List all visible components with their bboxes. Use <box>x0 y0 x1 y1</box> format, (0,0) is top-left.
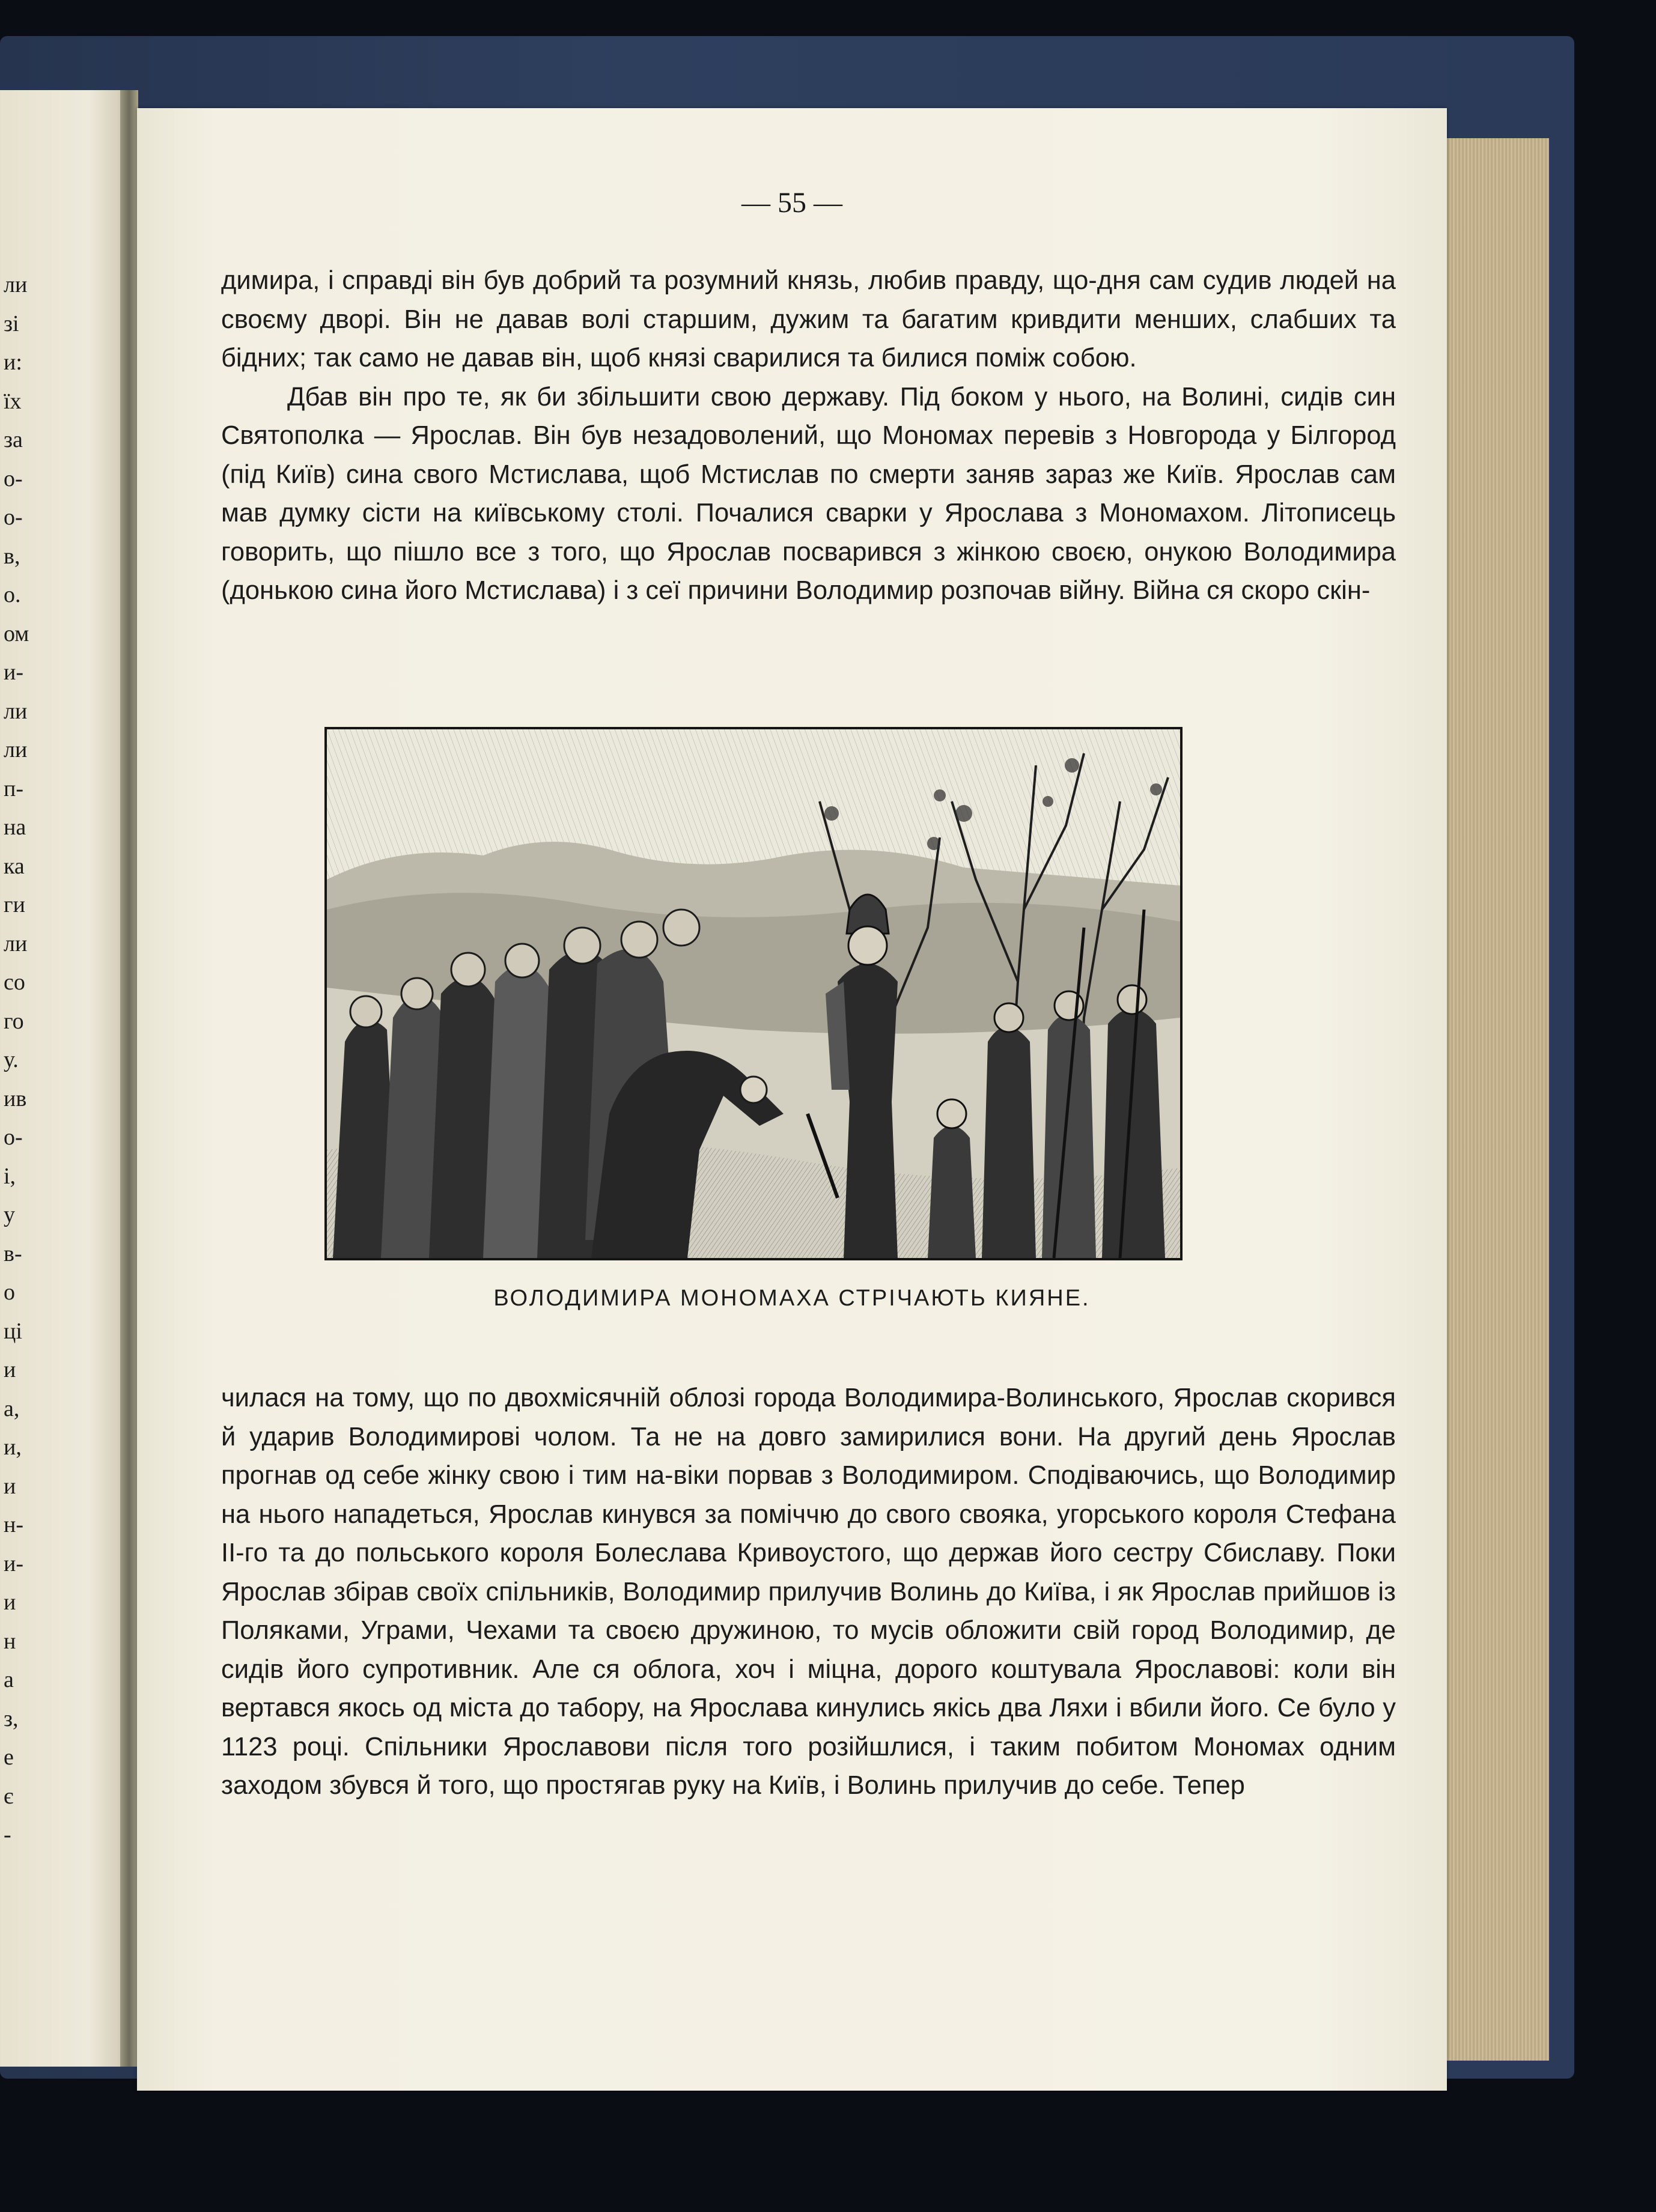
illustration <box>324 727 1183 1260</box>
left-page-fragment: го <box>4 1008 24 1034</box>
paragraph-1: димира, і справді він був добрий та розумний князь, любив правду, що-дня сам судив людей на своєму дворі. Він не давав волі старшим, дужим та багатим кривдити менших, слабших та бідних; так само не давав він, щоб князі сварилися та билися поміж собою. <box>221 266 1396 372</box>
left-page-fragment: о- <box>4 466 23 491</box>
engraving-image <box>327 729 1180 1258</box>
left-page-fragment: н- <box>4 1512 23 1537</box>
left-page-fragment: ці <box>4 1318 22 1344</box>
left-page-fragment: а <box>4 1667 14 1692</box>
left-page-fragment: ив <box>4 1086 27 1111</box>
left-page-fragment: їх <box>4 388 22 414</box>
page-edges <box>1447 138 1554 2061</box>
text-block-bottom <box>221 1379 1396 1805</box>
left-page-fragment: и- <box>4 660 23 685</box>
left-page-fragment: со <box>4 970 25 995</box>
left-page-fragment: ли <box>4 272 28 297</box>
left-page-fragment: о. <box>4 582 21 607</box>
right-page <box>137 108 1447 2091</box>
left-page-fragment: о <box>4 1280 15 1305</box>
left-page-fragment: в- <box>4 1241 22 1266</box>
left-page-fragment: ли <box>4 931 28 956</box>
left-page-fragment: за <box>4 427 23 452</box>
left-page-fragment: ли <box>4 698 28 724</box>
left-page-fragment: и <box>4 1590 16 1615</box>
left-page <box>0 90 126 2067</box>
left-page-fragment: є <box>4 1783 14 1809</box>
left-page-fragment: у <box>4 1202 15 1227</box>
left-page-fragment: и, <box>4 1435 22 1460</box>
left-page-fragment: н <box>4 1628 16 1654</box>
left-page-fragment: з, <box>4 1706 19 1731</box>
left-page-fragment: и <box>4 1357 16 1382</box>
left-page-fragment: ка <box>4 853 25 879</box>
page-number: — 55 — <box>741 187 842 219</box>
left-page-fragment: зі <box>4 311 19 336</box>
left-page-fragment: п- <box>4 776 23 801</box>
left-page-fragment: и- <box>4 1551 23 1576</box>
left-page-fragment: е <box>4 1745 14 1770</box>
text-block-top <box>221 261 1396 610</box>
left-page-fragment: а, <box>4 1396 20 1421</box>
book-gutter <box>120 90 138 2067</box>
left-page-fragment: ли <box>4 737 28 762</box>
left-page-fragment: и: <box>4 350 22 375</box>
left-page-fragment: и <box>4 1473 16 1499</box>
left-page-fragment: о- <box>4 1125 23 1150</box>
left-page-fragment: ги <box>4 892 25 917</box>
left-page-fragment: о- <box>4 505 23 530</box>
left-page-fragment: і, <box>4 1163 16 1189</box>
paragraph-2: Дбав він про те, як би збільшити свою державу. Під боком у нього, на Волині, сидів син Святополка — Ярослав. Він був незадоволений, що Мономах перевів з Новгорода у Білгород (під Київ) сина свого Мстислава, щоб Мстислав по смерти заняв зараз же Київ. Ярослав сам мав думку сісти на київському столі. Почалися сварки у Ярослава з Мономахом. Літописець говорить, що пішло все з того, що Ярослав посварився з жінкою своєю, онукою Володимира (донькою сина його Мстислава) і з сеї причини Володимир розпочав війну. Війна ся скоро скін- <box>221 382 1396 605</box>
left-page-fragment: на <box>4 815 26 840</box>
left-page-fragment: у. <box>4 1047 19 1072</box>
left-page-fragment: - <box>4 1822 11 1847</box>
left-page-fragment: в, <box>4 543 20 569</box>
figure-caption: ВОЛОДИМИРА МОНОМАХА СТРІЧАЮТЬ КИЯНЕ. <box>493 1286 1091 1311</box>
paragraph-3: чилася на тому, що по двохмісячній облозі города Володимира-Волинського, Ярослав скорився й ударив Володимирові чолом. Та не на довго замирилися вони. На другий день Ярослав прогнав од себе жінку свою і тим на-віки порвав з Володимиром. Сподіваючись, що Володимир на нього нападеться, Ярослав кинувся за поміччю до свого свояка, угорського короля Стефана ІІ-го та до польського короля Болеслава Кривоустого, що держав його сестру Сбиславу. Поки Ярослав збірав своїх спільників, Володимир прилучив Волинь до Київа, і як Ярослав прийшов із Поляками, Уграми, Чехами та своєю дружиною, то мусів обложити свій город Володимир, де сидів його супротивник. Але ся облога, хоч і міцна, дорого коштувала Ярославові: коли він вертався якось од міста до табору, на Ярослава кинулись якісь два Ляхи і вбили його. Се було у 1123 році. Спільники Ярославови після того розійшлися, і таким побитом Мономах одним заходом збувся й того, що простягав руку на Київ, і Волинь прилучив до себе. Тепер <box>221 1384 1396 1800</box>
left-page-fragment: ом <box>4 621 29 646</box>
